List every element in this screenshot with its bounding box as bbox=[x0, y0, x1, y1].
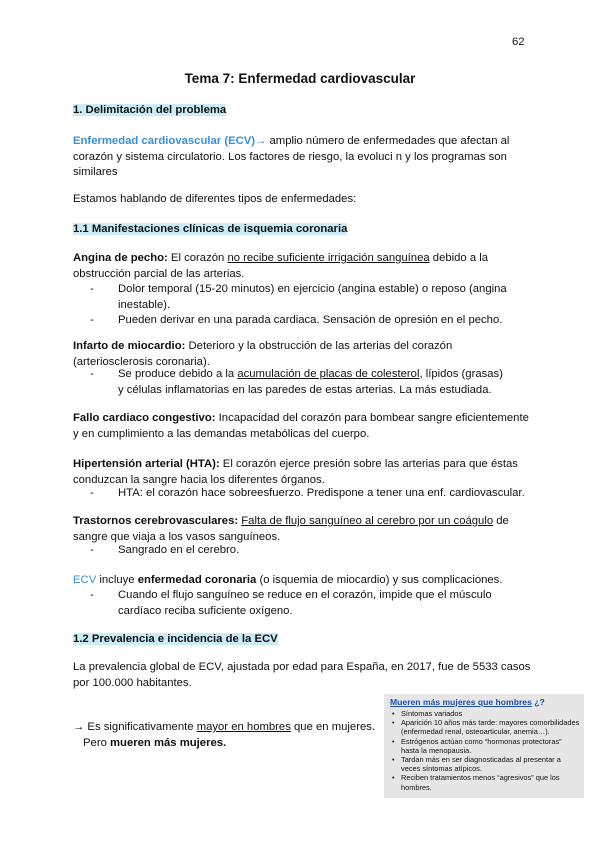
list-item-text: Aparición 10 años más tarde: mayores comorbilidades (enfermedad renal, osteoarticular, anemia…). bbox=[401, 718, 580, 737]
section-heading-1-text: 1. Delimitación del problema bbox=[73, 104, 227, 116]
ecv-abbrev: ECV bbox=[73, 574, 97, 586]
info-box-title-underlined: Mueren más mujeres que hombres bbox=[390, 697, 532, 707]
page-number: 62 bbox=[512, 36, 525, 48]
list-item: - HTA: el corazón hace sobreesfuerzo. Predispone a tener una enf. cardiovascular. bbox=[90, 487, 525, 499]
hta-paragraph bbox=[73, 457, 533, 488]
infarto-text: Deterioro y la obstrucción de las arterias del corazón (arteriosclerosis coronaria). bbox=[73, 340, 453, 368]
infarto-bullets bbox=[90, 367, 510, 398]
list-item-text: Reciben tratamientos menos “agresivos” que los hombres. bbox=[401, 773, 560, 792]
section-heading-1-1 bbox=[73, 222, 347, 238]
definition-text: amplio número de enfermedades que afectan al bbox=[266, 135, 510, 147]
fallo-term: Fallo cardiaco congestivo: bbox=[73, 412, 216, 424]
cerebro-bullets bbox=[90, 543, 510, 559]
section-heading-1 bbox=[73, 103, 226, 119]
comparison-statement bbox=[73, 720, 383, 751]
list-item-text: Estrógenos actúan como “hormonas protectoras” hasta la menopausia. bbox=[401, 736, 562, 755]
list-item-text: Sangrado en el cerebro. bbox=[118, 544, 240, 556]
list-item-text: Pueden derivar en una parada cardiaca. Sensación de opresión en el pecho. bbox=[118, 314, 503, 327]
list-item: • Síntomas variados bbox=[392, 709, 463, 718]
list-item: • Tardan más en ser diagnosticadas al presentar a veces síntomas atípicos. bbox=[392, 755, 561, 774]
list-item-text: Tardan más en ser diagnosticadas al presentar a veces síntomas atípicos. bbox=[401, 755, 561, 774]
statement-text-2: que en mujeres. bbox=[290, 721, 376, 733]
angina-line-2: obstrucción parcial de las arterias. bbox=[73, 267, 245, 280]
statement-bold: mueren más mujeres. bbox=[110, 736, 227, 749]
list-item-text: Dolor temporal (15-20 minutos) en ejercicio (angina estable) o reposo (angina inestable). bbox=[118, 283, 507, 311]
definition-arrow: → bbox=[255, 135, 267, 147]
intro-text: Estamos hablando de diferentes tipos de enfermedades: bbox=[73, 193, 357, 205]
hta-term: Hipertensión arterial (HTA): bbox=[73, 458, 220, 470]
cerebro-text: de sangre que viaja a los vasos sanguíneos. bbox=[73, 515, 509, 543]
ecv-text-2: (o isquemia de miocardio) y sus complicaciones. bbox=[256, 574, 503, 586]
list-item: - Dolor temporal (15-20 minutos) en ejercicio (angina estable) o reposo (angina inestable). bbox=[90, 283, 507, 311]
fallo-text: Incapacidad del corazón para bombear sangre eficientemente y en cumplimiento a las demandas metabólicas del cuerpo. bbox=[73, 412, 529, 440]
info-box-list bbox=[384, 709, 584, 792]
hta-text: El corazón ejerce presión sobre las arterias para que éstas conduzcan la sangre hacia los diferentes órganos. bbox=[73, 458, 518, 486]
angina-text-2: debido a la bbox=[429, 252, 489, 264]
infarto-paragraph bbox=[73, 339, 533, 370]
statement-text-1: Es significativamente bbox=[84, 721, 197, 733]
infarto-term: Infarto de miocardio: bbox=[73, 340, 186, 352]
statement-text-3: Pero bbox=[83, 736, 111, 749]
section-heading-1-2 bbox=[73, 632, 278, 648]
list-item: - Sangrado en el cerebro. bbox=[90, 544, 240, 556]
list-item: - Pueden derivar en una parada cardiaca. Sensación de opresión en el pecho. bbox=[90, 314, 503, 327]
infarto-underlined: acumulación de placas de colesterol bbox=[237, 368, 420, 380]
angina-underlined: no recibe suficiente irrigación sanguínea bbox=[227, 252, 430, 264]
info-box-title bbox=[384, 694, 584, 709]
arrow-glyph: → bbox=[73, 721, 85, 733]
info-box-title-q: ¿? bbox=[531, 697, 545, 707]
ecv-note bbox=[73, 573, 543, 589]
angina-term: Angina de pecho: bbox=[73, 252, 168, 264]
cerebro-underlined: Falta de flujo sanguíneo al cerebro por un coágulo bbox=[241, 515, 494, 527]
cerebro-paragraph bbox=[73, 514, 533, 545]
prevalence-paragraph: La prevalencia global de ECV, ajustada por edad para España, en 2017, fue de 5533 casos por 100.000 habitantes. bbox=[73, 661, 531, 689]
definition-line-2: corazón y sistema circulatorio. Los factores de riesgo, la evoluci n y los programas son bbox=[73, 150, 507, 163]
statement-underlined: mayor en hombres bbox=[196, 721, 291, 733]
list-item: • Reciben tratamientos menos “agresivos” que los hombres. bbox=[392, 773, 560, 792]
ecv-bullets bbox=[90, 588, 510, 619]
list-item: • Estrógenos actúan como “hormonas protectoras” hasta la menopausia. bbox=[392, 736, 562, 755]
fallo-paragraph bbox=[73, 411, 533, 442]
list-item: • Aparición 10 años más tarde: mayores comorbilidades (enfermedad renal, osteoarticular, anemia…). bbox=[392, 718, 580, 737]
definition-line-3: similares bbox=[73, 166, 118, 179]
list-item-text: HTA: el corazón hace sobreesfuerzo. Predispone a tener una enf. cardiovascular. bbox=[118, 487, 525, 499]
ecv-bold: enfermedad coronaria bbox=[137, 574, 257, 586]
section-heading-1-2-text: 1.2 Prevalencia e incidencia de la ECV bbox=[73, 633, 278, 645]
angina-text-1: El corazón bbox=[167, 252, 228, 264]
definition-paragraph bbox=[73, 134, 543, 181]
list-item: - Cuando el flujo sanguíneo se reduce en el corazón, impide que el músculo cardíaco reciba suficiente oxígeno. bbox=[90, 589, 492, 617]
angina-paragraph bbox=[73, 251, 533, 282]
angina-bullets bbox=[90, 282, 510, 329]
page-title: Tema 7: Enfermedad cardiovascular bbox=[184, 71, 416, 86]
definition-term: Enfermedad cardiovascular (ECV) bbox=[73, 135, 256, 147]
list-item-text: Cuando el flujo sanguíneo se reduce en el corazón, impide que el músculo cardíaco reciba suficiente oxígeno. bbox=[118, 589, 492, 617]
list-item-text-cont: , lípidos (grasas) y células inflamatorias en las paredes de estas arterias. La más estudiada. bbox=[118, 368, 503, 396]
list-item: - Se produce debido a la acumulación de placas de colesterol, lípidos (grasas) y células inflamatorias en las paredes de estas arterias. La más estudiada. bbox=[90, 368, 503, 396]
hta-bullets bbox=[90, 486, 530, 502]
info-box bbox=[384, 694, 584, 798]
section-heading-1-1-text: 1.1 Manifestaciones clínicas de isquemia coronaria bbox=[73, 223, 348, 235]
ecv-text-1: incluye bbox=[96, 574, 138, 586]
cerebro-term: Trastornos cerebrovasculares: bbox=[73, 515, 239, 527]
list-item-text: Se produce debido a la bbox=[118, 368, 238, 380]
list-item-text: Síntomas variados bbox=[401, 709, 463, 718]
